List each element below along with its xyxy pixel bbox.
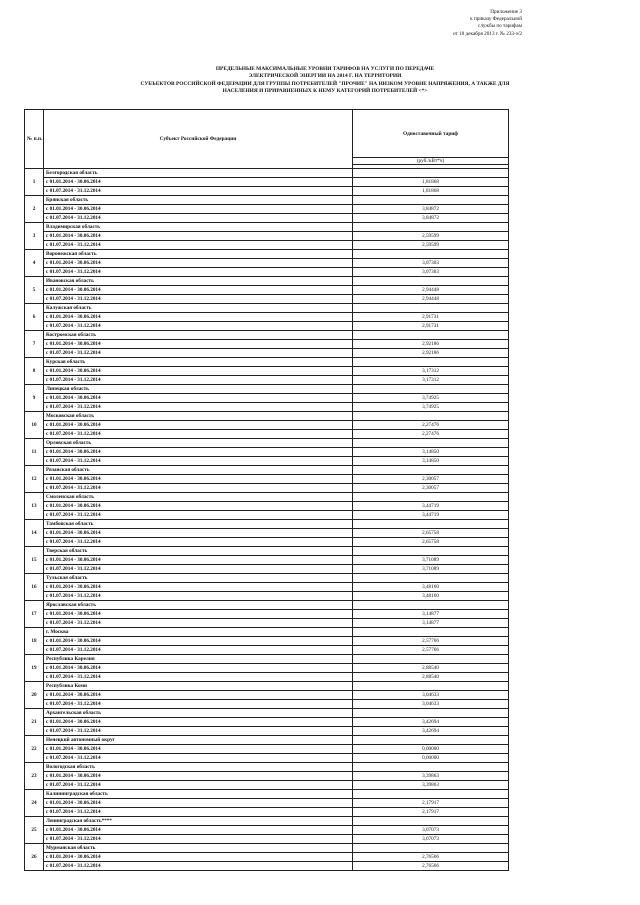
region-number: 24 — [25, 790, 44, 817]
region-blank — [353, 169, 509, 178]
tariff-value: 2,88540 — [353, 673, 509, 682]
region-number: 1 — [25, 169, 44, 196]
table-row — [25, 277, 509, 286]
region-name: Калининградская область — [44, 790, 353, 799]
tariff-value: 2,91731 — [353, 313, 509, 322]
table-row — [25, 304, 509, 313]
region-name: Ярославская область — [44, 601, 353, 610]
period-first-half: с 01.01.2014 - 30.06.2014 — [44, 232, 353, 241]
region-blank — [353, 466, 509, 475]
region-name: Республика Карелия — [44, 655, 353, 664]
table-row — [25, 475, 509, 484]
tariff-value: 3,84872 — [353, 214, 509, 223]
tariff-value: 0,00000 — [353, 745, 509, 754]
document-title — [130, 66, 520, 96]
tariff-value: 1,81868 — [353, 187, 509, 196]
tariff-value: 0,00000 — [353, 754, 509, 763]
region-number: 5 — [25, 277, 44, 304]
table-row — [25, 421, 509, 430]
period-second-half: с 01.07.2014 - 31.12.2014 — [44, 565, 353, 574]
region-blank — [353, 574, 509, 583]
table-row — [25, 601, 509, 610]
header-unit: (руб./кВт*ч) — [353, 158, 509, 165]
region-name: Мурманская область — [44, 844, 353, 853]
region-name: Московская область — [44, 412, 353, 421]
region-number: 6 — [25, 304, 44, 331]
region-number: 7 — [25, 331, 44, 358]
region-name: Рязанская область — [44, 466, 353, 475]
table-row — [25, 322, 509, 331]
table-row — [25, 529, 509, 538]
region-blank — [353, 817, 509, 826]
region-name: Белгородская область — [44, 169, 353, 178]
tariff-value: 2,65758 — [353, 538, 509, 547]
tariff-value: 3,44719 — [353, 502, 509, 511]
period-first-half: с 01.01.2014 - 30.06.2014 — [44, 664, 353, 673]
region-name: Смоленская область — [44, 493, 353, 502]
region-blank — [353, 844, 509, 853]
tariff-value: 3,07303 — [353, 259, 509, 268]
table-row — [25, 358, 509, 367]
table-row — [25, 637, 509, 646]
approval-line: от 18 декабря 2013 г. № 233-э/2 — [453, 30, 522, 37]
approval-line: службы по тарифам — [478, 23, 522, 30]
table-row — [25, 538, 509, 547]
title-line: СУБЪЕКТОВ РОССИЙСКОЙ ФЕДЕРАЦИИ ДЛЯ ГРУППЫ ПОТРЕБИТЕЛЕЙ "ПРОЧИЕ" НА НИЗКОМ УРОВНЕ НАПРЯЖЕНИЯ, А ТАКЖЕ ДЛЯ — [140, 80, 510, 87]
tariff-value: 3,07073 — [353, 835, 509, 844]
period-first-half: с 01.01.2014 - 30.06.2014 — [44, 583, 353, 592]
table-row — [25, 187, 509, 196]
table-row — [25, 565, 509, 574]
table-row — [25, 214, 509, 223]
region-name: г. Москва — [44, 628, 353, 637]
table-row — [25, 457, 509, 466]
period-second-half: с 01.07.2014 - 31.12.2014 — [44, 781, 353, 790]
region-blank — [353, 547, 509, 556]
period-second-half: с 01.07.2014 - 31.12.2014 — [44, 862, 353, 871]
approval-stamp — [453, 9, 522, 38]
region-blank — [353, 439, 509, 448]
table-row — [25, 853, 509, 862]
table-row — [25, 241, 509, 250]
tariff-value: 3,17312 — [353, 367, 509, 376]
table-row — [25, 169, 509, 178]
region-blank — [353, 277, 509, 286]
table-row — [25, 817, 509, 826]
tariff-value: 3,71089 — [353, 556, 509, 565]
period-second-half: с 01.07.2014 - 31.12.2014 — [44, 349, 353, 358]
region-number: 18 — [25, 628, 44, 655]
tariff-value: 3,39863 — [353, 772, 509, 781]
tariff-value: 3,74925 — [353, 403, 509, 412]
table-row — [25, 610, 509, 619]
tariff-value: 3,04633 — [353, 700, 509, 709]
region-number: 26 — [25, 844, 44, 871]
period-second-half: с 01.07.2014 - 31.12.2014 — [44, 187, 353, 196]
tariff-value: 3,14850 — [353, 448, 509, 457]
region-number: 22 — [25, 736, 44, 763]
period-first-half: с 01.01.2014 - 30.06.2014 — [44, 475, 353, 484]
tariff-value: 3,07303 — [353, 268, 509, 277]
period-second-half: с 01.07.2014 - 31.12.2014 — [44, 538, 353, 547]
approval-line: к приказу Федеральной — [470, 16, 522, 23]
region-blank — [353, 358, 509, 367]
table-row — [25, 727, 509, 736]
region-number: 15 — [25, 547, 44, 574]
table-row — [25, 646, 509, 655]
tariff-value: 3,14850 — [353, 457, 509, 466]
tariff-value: 3,07073 — [353, 826, 509, 835]
region-blank — [353, 304, 509, 313]
region-number: 17 — [25, 601, 44, 628]
region-blank — [353, 331, 509, 340]
region-number: 14 — [25, 520, 44, 547]
region-name: Тамбовская область — [44, 520, 353, 529]
region-number: 10 — [25, 412, 44, 439]
period-second-half: с 01.07.2014 - 31.12.2014 — [44, 727, 353, 736]
table-row — [25, 664, 509, 673]
period-second-half: с 01.07.2014 - 31.12.2014 — [44, 241, 353, 250]
region-number: 9 — [25, 385, 44, 412]
region-blank — [353, 655, 509, 664]
period-second-half: с 01.07.2014 - 31.12.2014 — [44, 646, 353, 655]
table-row — [25, 313, 509, 322]
period-first-half: с 01.01.2014 - 30.06.2014 — [44, 394, 353, 403]
tariff-value: 2,76566 — [353, 862, 509, 871]
table-row — [25, 808, 509, 817]
tariff-value: 2,57766 — [353, 637, 509, 646]
region-number: 13 — [25, 493, 44, 520]
period-first-half: с 01.01.2014 - 30.06.2014 — [44, 556, 353, 565]
table-row — [25, 340, 509, 349]
region-number: 20 — [25, 682, 44, 709]
region-number: 19 — [25, 655, 44, 682]
header-subject: Субъект Российской Федерации — [44, 110, 353, 169]
region-name: Архангельская область — [44, 709, 353, 718]
table-row — [25, 178, 509, 187]
table-row — [25, 835, 509, 844]
period-first-half: с 01.01.2014 - 30.06.2014 — [44, 502, 353, 511]
tariff-value: 3,74925 — [353, 394, 509, 403]
period-second-half: с 01.07.2014 - 31.12.2014 — [44, 808, 353, 817]
table-row — [25, 259, 509, 268]
period-second-half: с 01.07.2014 - 31.12.2014 — [44, 403, 353, 412]
period-second-half: с 01.07.2014 - 31.12.2014 — [44, 700, 353, 709]
region-number: 3 — [25, 223, 44, 250]
table-row — [25, 655, 509, 664]
table-row — [25, 466, 509, 475]
region-blank — [353, 196, 509, 205]
region-number: 25 — [25, 817, 44, 844]
tariff-value: 2,30057 — [353, 475, 509, 484]
period-first-half: с 01.01.2014 - 30.06.2014 — [44, 718, 353, 727]
period-first-half: с 01.01.2014 - 30.06.2014 — [44, 205, 353, 214]
period-first-half: с 01.01.2014 - 30.06.2014 — [44, 637, 353, 646]
table-row — [25, 754, 509, 763]
approval-line: Приложение 3 — [490, 9, 522, 15]
table-row — [25, 619, 509, 628]
tariff-value: 2,88540 — [353, 664, 509, 673]
region-blank — [353, 250, 509, 259]
table-row — [25, 331, 509, 340]
region-blank — [353, 385, 509, 394]
table-row — [25, 844, 509, 853]
table-row — [25, 718, 509, 727]
period-first-half: с 01.01.2014 - 30.06.2014 — [44, 421, 353, 430]
table-row — [25, 376, 509, 385]
period-first-half: с 01.01.2014 - 30.06.2014 — [44, 286, 353, 295]
period-first-half: с 01.01.2014 - 30.06.2014 — [44, 340, 353, 349]
table-row — [25, 556, 509, 565]
tariff-value: 2,57766 — [353, 646, 509, 655]
region-blank — [353, 736, 509, 745]
table-row — [25, 583, 509, 592]
table-row — [25, 736, 509, 745]
region-name: Тверская область — [44, 547, 353, 556]
table-row — [25, 592, 509, 601]
period-second-half: с 01.07.2014 - 31.12.2014 — [44, 322, 353, 331]
region-name: Республика Коми — [44, 682, 353, 691]
region-blank — [353, 682, 509, 691]
region-number: 8 — [25, 358, 44, 385]
region-name: Воронежская область — [44, 250, 353, 259]
region-name: Курская область — [44, 358, 353, 367]
period-first-half: с 01.01.2014 - 30.06.2014 — [44, 610, 353, 619]
period-first-half: с 01.01.2014 - 30.06.2014 — [44, 367, 353, 376]
region-blank — [353, 493, 509, 502]
tariff-value: 2,76566 — [353, 853, 509, 862]
table-row — [25, 295, 509, 304]
tariff-value: 2,17917 — [353, 808, 509, 817]
region-number: 12 — [25, 466, 44, 493]
table-row — [25, 349, 509, 358]
table-row — [25, 430, 509, 439]
header-tariff: Одноставочный тариф — [353, 110, 509, 158]
table-row — [25, 412, 509, 421]
region-number: 16 — [25, 574, 44, 601]
tariff-value: 2,92186 — [353, 349, 509, 358]
table-row — [25, 286, 509, 295]
table-row — [25, 700, 509, 709]
table-row — [25, 196, 509, 205]
tariff-value: 3,84872 — [353, 205, 509, 214]
table-row — [25, 547, 509, 556]
period-first-half: с 01.01.2014 - 30.06.2014 — [44, 691, 353, 700]
table-row — [25, 709, 509, 718]
period-second-half: с 01.07.2014 - 31.12.2014 — [44, 430, 353, 439]
period-second-half: с 01.07.2014 - 31.12.2014 — [44, 754, 353, 763]
period-second-half: с 01.07.2014 - 31.12.2014 — [44, 457, 353, 466]
title-line: ПРЕДЕЛЬНЫЕ МАКСИМАЛЬНЫЕ УРОВНИ ТАРИФОВ НА УСЛУГИ ПО ПЕРЕДАЧЕ — [215, 66, 435, 72]
region-name: Калужская область — [44, 304, 353, 313]
region-name: Костромская область — [44, 331, 353, 340]
region-blank — [353, 412, 509, 421]
tariff-value: 2,27476 — [353, 430, 509, 439]
region-name: Ивановская область — [44, 277, 353, 286]
table-row — [25, 511, 509, 520]
region-name: Владимирская область — [44, 223, 353, 232]
region-name: Ленинградская область**** — [44, 817, 353, 826]
tariff-table — [24, 109, 509, 871]
table-row — [25, 790, 509, 799]
region-name: Орловская область — [44, 439, 353, 448]
tariff-value: 3,17312 — [353, 376, 509, 385]
tariff-value: 2,59599 — [353, 241, 509, 250]
table-row — [25, 385, 509, 394]
table-header-row — [25, 110, 509, 158]
table-row — [25, 628, 509, 637]
title-line: НАСЕЛЕНИЯ И ПРИРАВНЕННЫХ К НЕМУ КАТЕГОРИЙ ПОТРЕБИТЕЛЕЙ <*> — [222, 88, 428, 95]
region-name: Ненецкий автономный округ — [44, 736, 353, 745]
table-row — [25, 484, 509, 493]
period-second-half: с 01.07.2014 - 31.12.2014 — [44, 376, 353, 385]
table-row — [25, 448, 509, 457]
period-second-half: с 01.07.2014 - 31.12.2014 — [44, 511, 353, 520]
period-second-half: с 01.07.2014 - 31.12.2014 — [44, 214, 353, 223]
table-row — [25, 250, 509, 259]
region-name: Тульская область — [44, 574, 353, 583]
tariff-value: 3,44719 — [353, 511, 509, 520]
tariff-value: 3,14877 — [353, 610, 509, 619]
period-second-half: с 01.07.2014 - 31.12.2014 — [44, 484, 353, 493]
tariff-value: 2,94448 — [353, 295, 509, 304]
period-second-half: с 01.07.2014 - 31.12.2014 — [44, 619, 353, 628]
region-name: Вологодская область — [44, 763, 353, 772]
table-row — [25, 763, 509, 772]
tariff-value: 2,59599 — [353, 232, 509, 241]
tariff-value: 3,48160 — [353, 583, 509, 592]
tariff-value: 2,91731 — [353, 322, 509, 331]
period-second-half: с 01.07.2014 - 31.12.2014 — [44, 673, 353, 682]
tariff-value: 3,42694 — [353, 718, 509, 727]
tariff-value: 2,27476 — [353, 421, 509, 430]
region-number: 11 — [25, 439, 44, 466]
tariff-value: 3,14877 — [353, 619, 509, 628]
table-row — [25, 367, 509, 376]
tariff-value: 3,39863 — [353, 781, 509, 790]
tariff-value: 2,94448 — [353, 286, 509, 295]
region-number: 4 — [25, 250, 44, 277]
tariff-value: 3,71089 — [353, 565, 509, 574]
region-name: Брянская область — [44, 196, 353, 205]
period-first-half: с 01.01.2014 - 30.06.2014 — [44, 178, 353, 187]
region-blank — [353, 601, 509, 610]
period-first-half: с 01.01.2014 - 30.06.2014 — [44, 259, 353, 268]
period-second-half: с 01.07.2014 - 31.12.2014 — [44, 592, 353, 601]
table-row — [25, 574, 509, 583]
region-blank — [353, 790, 509, 799]
period-first-half: с 01.01.2014 - 30.06.2014 — [44, 745, 353, 754]
period-second-half: с 01.07.2014 - 31.12.2014 — [44, 295, 353, 304]
table-row — [25, 772, 509, 781]
period-first-half: с 01.01.2014 - 30.06.2014 — [44, 799, 353, 808]
table-row — [25, 268, 509, 277]
region-blank — [353, 520, 509, 529]
period-first-half: с 01.01.2014 - 30.06.2014 — [44, 529, 353, 538]
region-number: 23 — [25, 763, 44, 790]
table-row — [25, 439, 509, 448]
table-row — [25, 493, 509, 502]
region-number: 2 — [25, 196, 44, 223]
table-row — [25, 394, 509, 403]
period-first-half: с 01.01.2014 - 30.06.2014 — [44, 826, 353, 835]
table-row — [25, 223, 509, 232]
tariff-value: 2,17917 — [353, 799, 509, 808]
table-row — [25, 232, 509, 241]
region-blank — [353, 628, 509, 637]
region-blank — [353, 709, 509, 718]
tariff-value: 3,48160 — [353, 592, 509, 601]
tariff-value: 2,65758 — [353, 529, 509, 538]
tariff-value: 1,81868 — [353, 178, 509, 187]
region-name: Липецкая область — [44, 385, 353, 394]
table-row — [25, 673, 509, 682]
period-first-half: с 01.01.2014 - 30.06.2014 — [44, 772, 353, 781]
period-first-half: с 01.01.2014 - 30.06.2014 — [44, 448, 353, 457]
table-row — [25, 781, 509, 790]
title-line: ЭЛЕКТРИЧЕСКОЙ ЭНЕРГИИ НА 2014 Г. НА ТЕРРИТОРИИ — [248, 73, 402, 80]
table-row — [25, 862, 509, 871]
table-row — [25, 682, 509, 691]
tariff-value: 3,04633 — [353, 691, 509, 700]
period-first-half: с 01.01.2014 - 30.06.2014 — [44, 853, 353, 862]
period-second-half: с 01.07.2014 - 31.12.2014 — [44, 835, 353, 844]
table-row — [25, 205, 509, 214]
table-row — [25, 799, 509, 808]
tariff-value: 2,30057 — [353, 484, 509, 493]
table-row — [25, 691, 509, 700]
tariff-value: 2,92186 — [353, 340, 509, 349]
region-blank — [353, 223, 509, 232]
region-number: 21 — [25, 709, 44, 736]
table-row — [25, 745, 509, 754]
region-blank — [353, 763, 509, 772]
period-first-half: с 01.01.2014 - 30.06.2014 — [44, 313, 353, 322]
table-row — [25, 403, 509, 412]
header-number: № п.п. — [25, 110, 44, 169]
table-row — [25, 826, 509, 835]
tariff-value: 3,42694 — [353, 727, 509, 736]
table-row — [25, 502, 509, 511]
period-second-half: с 01.07.2014 - 31.12.2014 — [44, 268, 353, 277]
table-row — [25, 520, 509, 529]
